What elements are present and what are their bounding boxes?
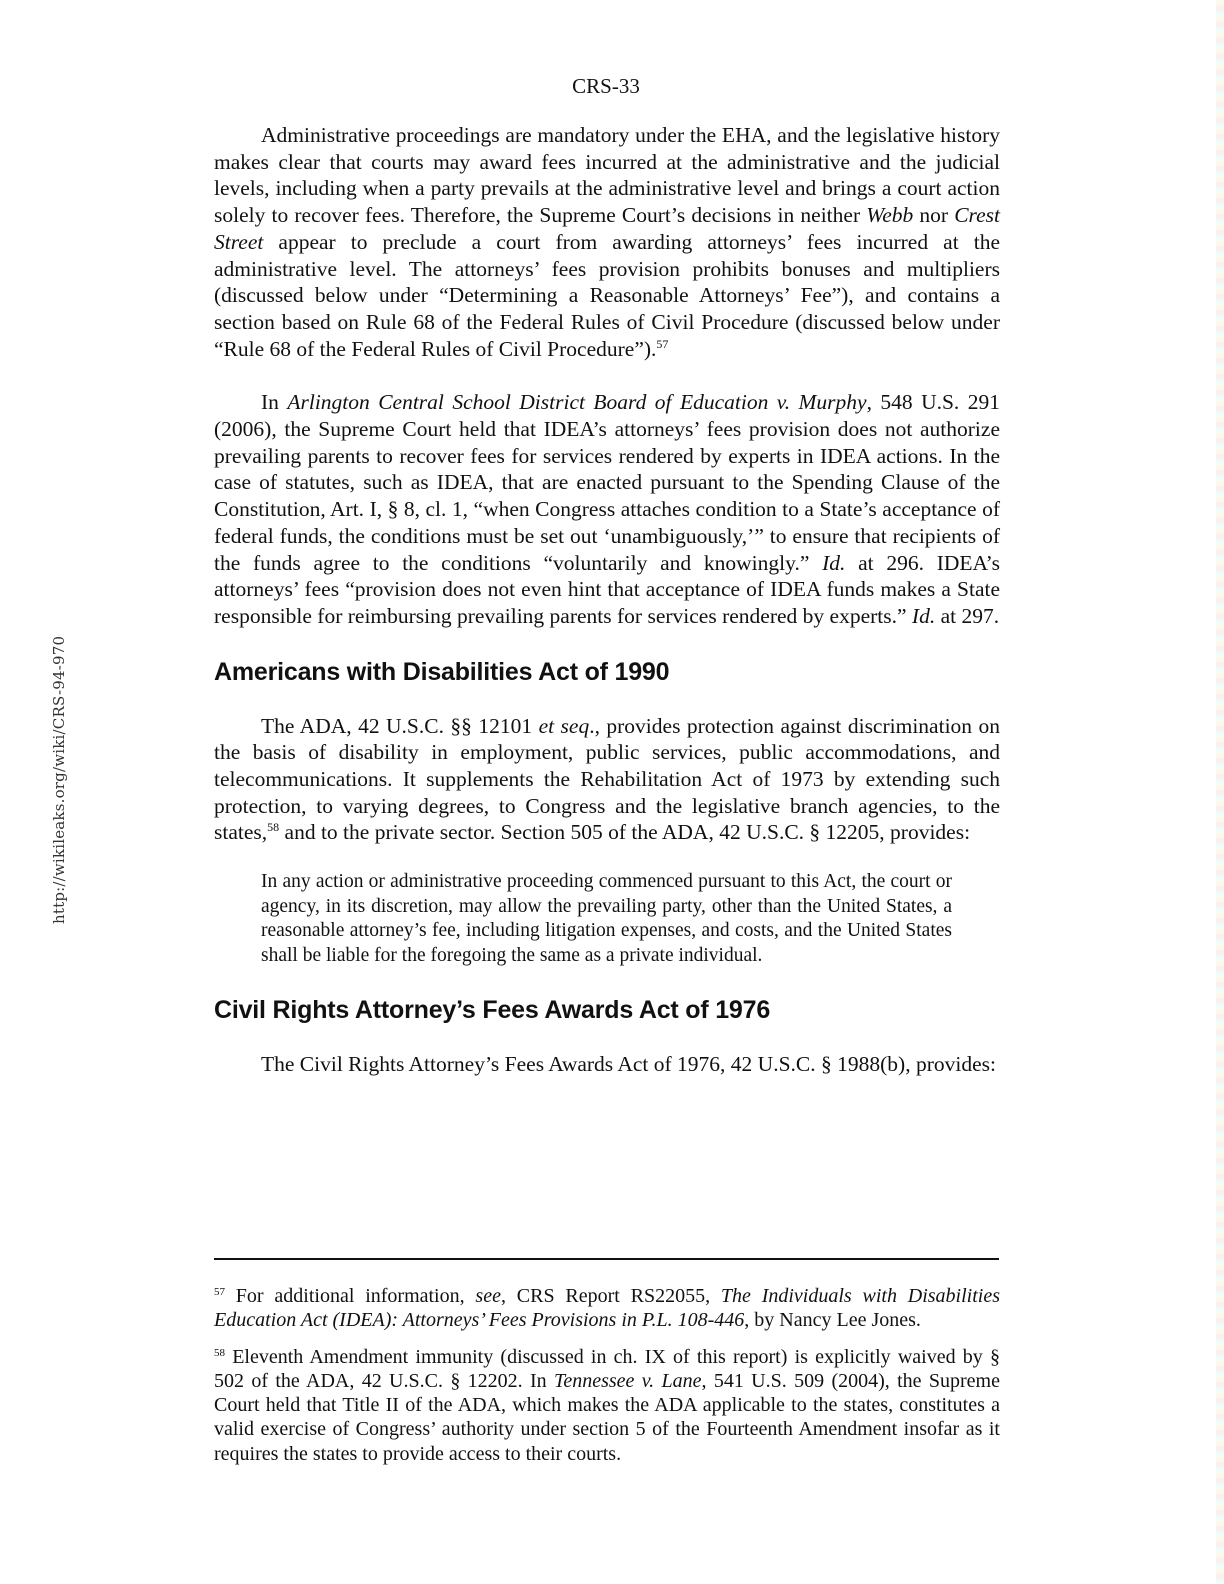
main-content [214,122,1000,1078]
text-run: at 296. IDEA’s attorneys’ fees “provision does not even hint that acceptance of IDEA funds makes a State responsible for reimbursing prevailing parents for services rendered by experts.” [214,550,1001,628]
paragraph-arlington [214,389,1000,629]
footnote-separator [214,1258,999,1260]
footnote-57 [214,1284,1000,1333]
text-run: For additional information, [225,1285,476,1307]
paragraph-ada [214,713,1000,847]
text-run: In [261,390,288,415]
scan-edge-artifact [1216,0,1224,1584]
footnote-number: 58 [214,1346,225,1359]
text-run: appear to preclude a court from awarding attorneys’ fees incurred at the administrative level. The attorneys’ fees provision prohibits bonuses and multipliers (discussed below under “Determining a Reasonable Attorneys’ Fee”), and contains a section based on Rule 68 of the Federal Rules of Civil Procedure (discussed below under “Rule 68 of the Federal Rules of Civil Procedure”). [214,229,1000,361]
report-title: The Individuals with Disabilities Education Act (IDEA): Attorneys’ Fees Provisions in P.L. 108-446 [214,1285,1001,1332]
case-tennessee-v-lane: Tennessee v. Lane [554,1369,702,1392]
text-run: , by Nancy Lee Jones. [744,1309,921,1332]
page-number: CRS-33 [572,74,640,98]
block-quote-section-505: In any action or administrative proceeding commenced pursuant to this Act, the court or agency, in its discretion, may allow the prevailing party, other than the United States, a reasonable attorney’s fee, including litigation expenses, and costs, and the United States shall be liable for the foregoing the same as a private individual. [261,871,952,966]
text-run: at 297. [935,603,1000,628]
case-webb: Webb [866,203,914,228]
text-run: Eleventh Amendment immunity (discussed in ch. IX of this report) is explicitly waived by § 502 of the ADA, 42 U.S.C. § 12202. In [214,1345,1000,1392]
text-run: The ADA, 42 U.S.C. §§ 12101 [261,713,539,738]
id-cite: Id. [822,550,846,575]
text-run: , 541 U.S. 509 (2004), the Supreme Court held that Title II of the ADA, which makes the ADA applicable to the states, constitutes a valid exercise of Congress’ authority under section 5 of the Fourteenth Amendment insofar as it requires the states to provide access to their courts. [214,1369,1000,1465]
signal-see: see [475,1285,501,1307]
et-seq: et seq [538,713,590,738]
paragraph-eha-fees [214,122,1000,362]
footnotes [214,1284,1000,1478]
text-run: and to the private sector. Section 505 of the ADA, 42 U.S.C. § 12205, provides: [279,820,971,845]
footnote-58 [214,1345,1000,1466]
footnote-ref-57[interactable]: 57 [656,336,669,351]
side-watermark-url: http://wikileaks.org/wiki/CRS-94-970 [50,635,68,924]
heading-ada: Americans with Disabilities Act of 1990 [214,657,670,686]
text-run: , 548 U.S. 291 (2006), the Supreme Court held that IDEA’s attorneys’ fees provision does not authorize prevailing parents to recover fees for services rendered by experts in IDEA actions. In the case of statutes, such as IDEA, that are enacted pursuant to the Spending Clause of the Constitution, Art. I, § 8, cl. 1, “when Congress attaches condition to a State’s acceptance of federal funds, the conditions must be set out ‘unambiguously,’” to ensure that recipients of the funds agree to the conditions “voluntarily and knowingly.” [214,390,1000,575]
text-run: , CRS Report RS22055, [500,1285,721,1307]
case-crest-street: Crest Street [214,203,1000,254]
text-run: nor [913,203,955,228]
id-cite: Id. [911,603,936,628]
footnote-ref-58[interactable]: 58 [267,820,280,835]
footnote-number: 57 [214,1286,225,1298]
case-arlington: Arlington Central School District Board of Education v. Murphy [287,390,867,415]
paragraph-civil-rights: The Civil Rights Attorney’s Fees Awards Act of 1976, 42 U.S.C. § 1988(b), provides: [261,1052,996,1077]
text-run: Administrative proceedings are mandatory under the EHA, and the legislative history makes clear that courts may award fees incurred at the administrative and the judicial levels, including when a party prevails at the administrative level and brings a court action solely to recover fees. Therefore, the Supreme Court’s decisions in neither [214,123,1000,228]
heading-civil-rights-fees-act: Civil Rights Attorney’s Fees Awards Act of 1976 [214,996,771,1025]
text-run: ., provides protection against discrimination on the basis of disability in employment, public services, public accommodations, and telecommunications. It supplements the Rehabilitation Act of 1973 by extending such protection, to varying degrees, to Congress and the legislative branch agencies, to the states, [214,713,1000,845]
